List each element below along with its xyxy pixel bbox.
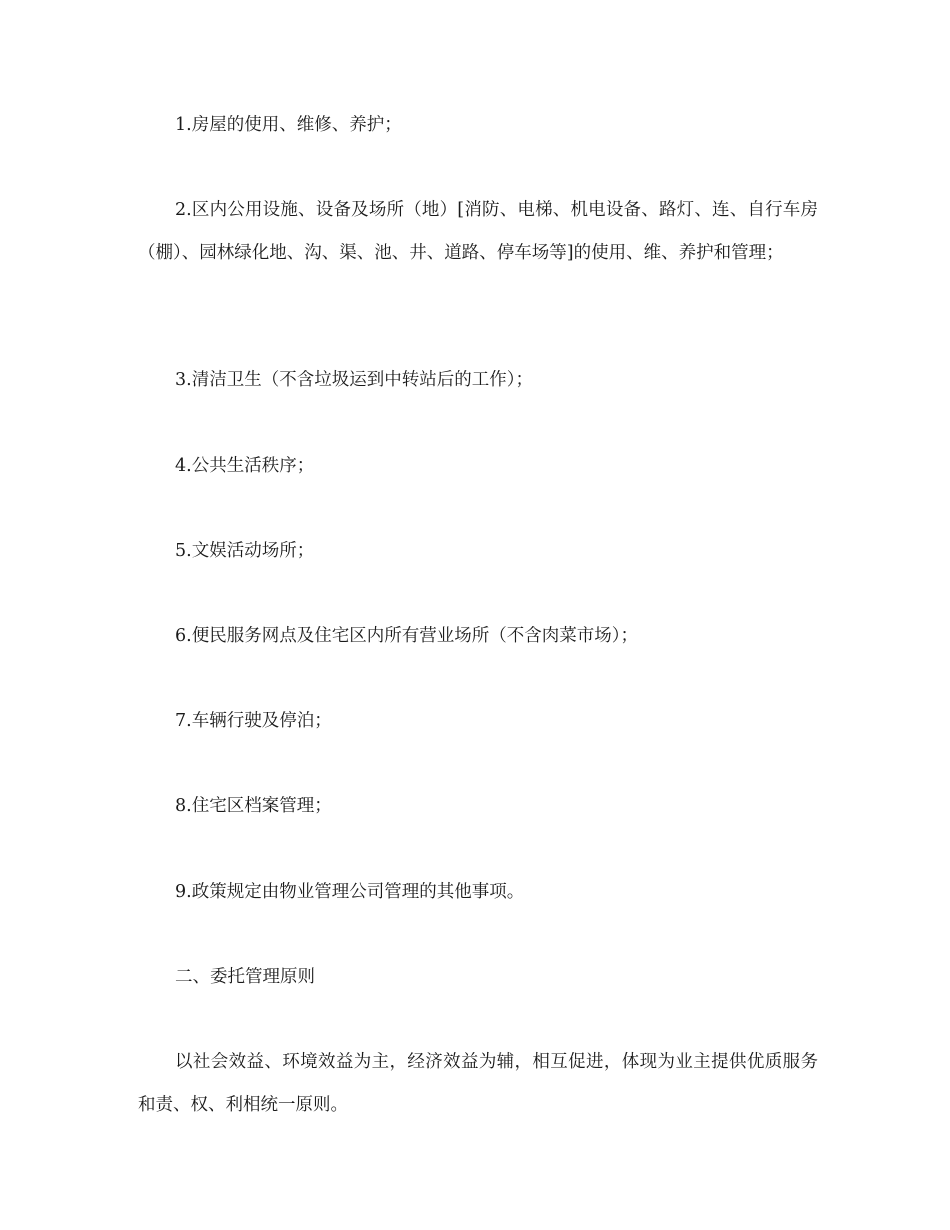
list-item-5: 5.文娱活动场所； bbox=[175, 541, 315, 561]
list-item-4: 4.公共生活秩序； bbox=[175, 456, 315, 476]
list-item-7: 7.车辆行驶及停泊； bbox=[175, 711, 332, 731]
list-item-1: 1.房屋的使用、维修、养护； bbox=[175, 115, 402, 135]
list-item-9: 9.政策规定由物业管理公司管理的其他事项。 bbox=[175, 882, 525, 902]
body-paragraph: 以社会效益、环境效益为主，经济效益为辅，相互促进，体现为业主提供优质服务和责、权、利相统一原则。 bbox=[138, 1052, 818, 1115]
section-heading: 二、委托管理原则 bbox=[175, 967, 315, 987]
list-item-8: 8.住宅区档案管理； bbox=[175, 796, 332, 816]
list-item-3: 3.清洁卫生（不含垃圾运到中转站后的工作）； bbox=[175, 370, 533, 390]
list-item-6: 6.便民服务网点及住宅区内所有营业场所（不含肉菜市场）； bbox=[175, 626, 638, 646]
list-item-2: 2.区内公用设施、设备及场所（地）[消防、电梯、机电设备、路灯、连、自行车房（棚）、园林绿化地、沟、渠、池、井、道路、停车场等]的使用、维、养护和管理； bbox=[138, 200, 818, 263]
